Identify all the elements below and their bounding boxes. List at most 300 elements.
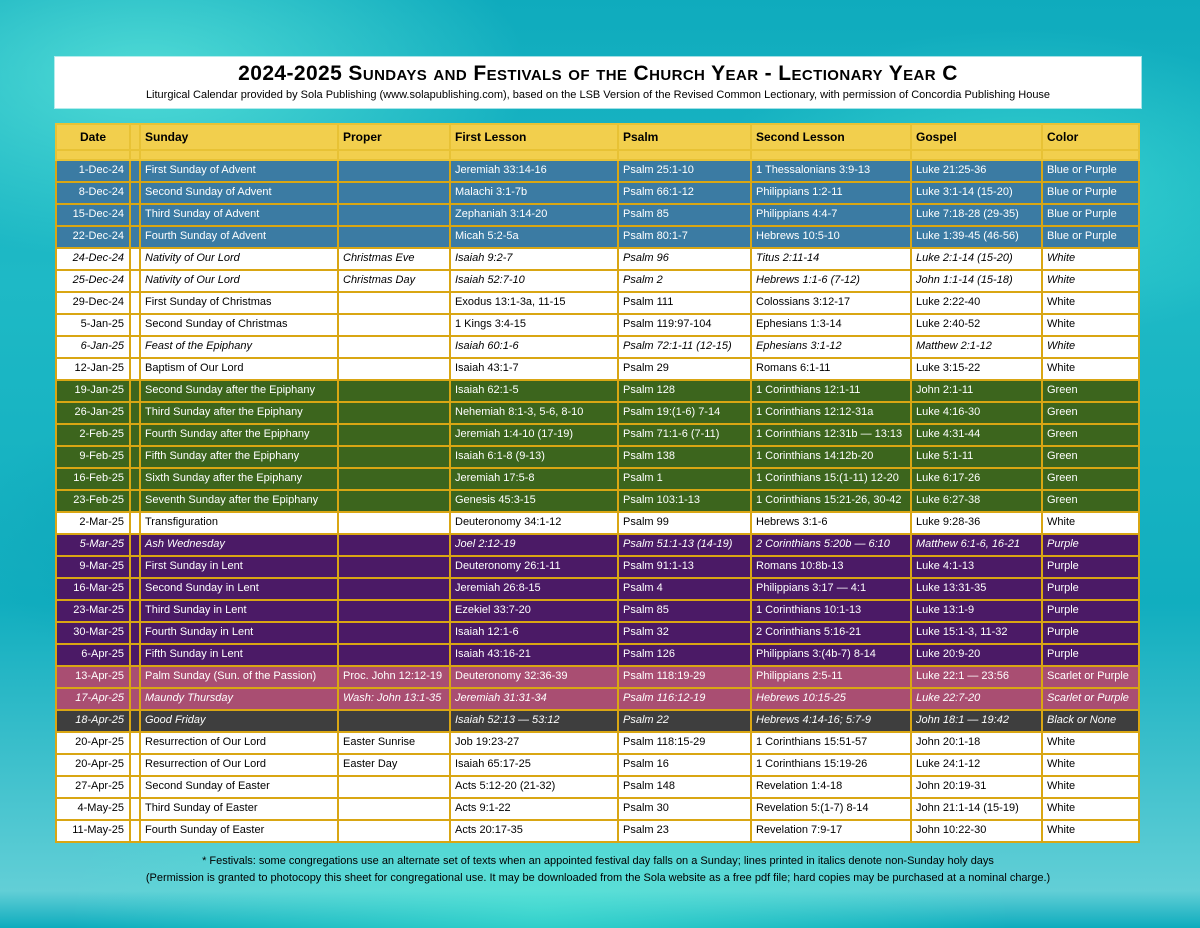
color-cell: Purple bbox=[1042, 644, 1139, 666]
color-cell: Blue or Purple bbox=[1042, 182, 1139, 204]
sunday-cell: Fourth Sunday after the Epiphany bbox=[140, 424, 338, 446]
date-cell: 23-Feb-25 bbox=[56, 490, 130, 512]
psalm-cell: Psalm 111 bbox=[618, 292, 751, 314]
sunday-cell: Maundy Thursday bbox=[140, 688, 338, 710]
title-band bbox=[55, 57, 1141, 108]
proper-cell bbox=[338, 490, 450, 512]
first-lesson-cell: Isaiah 12:1-6 bbox=[450, 622, 618, 644]
second-lesson-cell: Hebrews 4:14-16; 5:7-9 bbox=[751, 710, 911, 732]
gospel-cell: Luke 6:17-26 bbox=[911, 468, 1042, 490]
table-row bbox=[56, 776, 1139, 798]
gospel-cell: Luke 4:16-30 bbox=[911, 402, 1042, 424]
first-lesson-cell: Genesis 45:3-15 bbox=[450, 490, 618, 512]
color-cell: Black or None bbox=[1042, 710, 1139, 732]
date-cell: 15-Dec-24 bbox=[56, 204, 130, 226]
gospel-cell: Luke 13:31-35 bbox=[911, 578, 1042, 600]
proper-cell bbox=[338, 380, 450, 402]
proper-cell bbox=[338, 512, 450, 534]
psalm-cell: Psalm 16 bbox=[618, 754, 751, 776]
first-lesson-cell: Jeremiah 33:14-16 bbox=[450, 160, 618, 182]
psalm-cell: Psalm 30 bbox=[618, 798, 751, 820]
spacer-cell bbox=[130, 732, 140, 754]
color-cell: White bbox=[1042, 314, 1139, 336]
gospel-cell: John 1:1-14 (15-18) bbox=[911, 270, 1042, 292]
table-row bbox=[56, 710, 1139, 732]
psalm-cell: Psalm 96 bbox=[618, 248, 751, 270]
sunday-cell: Second Sunday in Lent bbox=[140, 578, 338, 600]
first-lesson-cell: Ezekiel 33:7-20 bbox=[450, 600, 618, 622]
gospel-cell: John 18:1 — 19:42 bbox=[911, 710, 1042, 732]
second-lesson-cell: Romans 6:1-11 bbox=[751, 358, 911, 380]
date-cell: 1-Dec-24 bbox=[56, 160, 130, 182]
column-header-first-lesson: First Lesson bbox=[450, 124, 618, 150]
sunday-cell: Second Sunday of Christmas bbox=[140, 314, 338, 336]
table-row bbox=[56, 820, 1139, 842]
date-cell: 9-Feb-25 bbox=[56, 446, 130, 468]
sunday-cell: Second Sunday of Advent bbox=[140, 182, 338, 204]
spacer-cell bbox=[130, 556, 140, 578]
second-lesson-cell: Romans 10:8b-13 bbox=[751, 556, 911, 578]
first-lesson-cell: Jeremiah 31:31-34 bbox=[450, 688, 618, 710]
gospel-cell: Luke 9:28-36 bbox=[911, 512, 1042, 534]
date-cell: 13-Apr-25 bbox=[56, 666, 130, 688]
color-cell: White bbox=[1042, 776, 1139, 798]
sunday-cell: Ash Wednesday bbox=[140, 534, 338, 556]
proper-cell bbox=[338, 182, 450, 204]
second-lesson-cell: 2 Corinthians 5:20b — 6:10 bbox=[751, 534, 911, 556]
psalm-cell: Psalm 51:1-13 (14-19) bbox=[618, 534, 751, 556]
psalm-cell: Psalm 116:12-19 bbox=[618, 688, 751, 710]
column-header-proper: Proper bbox=[338, 124, 450, 150]
table-row bbox=[56, 644, 1139, 666]
psalm-cell: Psalm 2 bbox=[618, 270, 751, 292]
second-lesson-cell: Hebrews 10:15-25 bbox=[751, 688, 911, 710]
sunday-cell: Nativity of Our Lord bbox=[140, 248, 338, 270]
spacer-cell bbox=[130, 710, 140, 732]
sunday-cell: Nativity of Our Lord bbox=[140, 270, 338, 292]
date-cell: 18-Apr-25 bbox=[56, 710, 130, 732]
first-lesson-cell: Isaiah 60:1-6 bbox=[450, 336, 618, 358]
table-row bbox=[56, 600, 1139, 622]
proper-cell bbox=[338, 710, 450, 732]
gospel-cell: Luke 15:1-3, 11-32 bbox=[911, 622, 1042, 644]
spacer-cell bbox=[130, 336, 140, 358]
sunday-cell: Palm Sunday (Sun. of the Passion) bbox=[140, 666, 338, 688]
first-lesson-cell: Isaiah 6:1-8 (9-13) bbox=[450, 446, 618, 468]
sunday-cell: Baptism of Our Lord bbox=[140, 358, 338, 380]
header-spacer-row bbox=[56, 150, 1139, 160]
second-lesson-cell: 1 Corinthians 12:31b — 13:13 bbox=[751, 424, 911, 446]
date-cell: 16-Mar-25 bbox=[56, 578, 130, 600]
psalm-cell: Psalm 1 bbox=[618, 468, 751, 490]
proper-cell bbox=[338, 468, 450, 490]
proper-cell: Christmas Eve bbox=[338, 248, 450, 270]
table-row bbox=[56, 754, 1139, 776]
first-lesson-cell: Jeremiah 1:4-10 (17-19) bbox=[450, 424, 618, 446]
table-row bbox=[56, 182, 1139, 204]
color-cell: Purple bbox=[1042, 534, 1139, 556]
header-row bbox=[56, 124, 1139, 150]
spacer-cell bbox=[130, 292, 140, 314]
spacer-cell bbox=[130, 446, 140, 468]
second-lesson-cell: Titus 2:11-14 bbox=[751, 248, 911, 270]
footnote-permission: (Permission is granted to photocopy this sheet for congregational use. It may be downloaded from the Sola website as a free pdf file; hard copies may be purchased at a nominal charge.) bbox=[145, 872, 1051, 885]
second-lesson-cell: Revelation 5:(1-7) 8-14 bbox=[751, 798, 911, 820]
proper-cell bbox=[338, 820, 450, 842]
first-lesson-cell: Isaiah 52:13 — 53:12 bbox=[450, 710, 618, 732]
sunday-cell: Sixth Sunday after the Epiphany bbox=[140, 468, 338, 490]
color-cell: White bbox=[1042, 248, 1139, 270]
gospel-cell: John 21:1-14 (15-19) bbox=[911, 798, 1042, 820]
gospel-cell: Luke 3:15-22 bbox=[911, 358, 1042, 380]
second-lesson-cell: 1 Corinthians 14:12b-20 bbox=[751, 446, 911, 468]
color-cell: Purple bbox=[1042, 556, 1139, 578]
date-cell: 20-Apr-25 bbox=[56, 754, 130, 776]
sunday-cell: First Sunday of Advent bbox=[140, 160, 338, 182]
gospel-cell: Luke 20:9-20 bbox=[911, 644, 1042, 666]
proper-cell bbox=[338, 556, 450, 578]
gospel-cell: Luke 2:22-40 bbox=[911, 292, 1042, 314]
gospel-cell: Luke 22:7-20 bbox=[911, 688, 1042, 710]
date-cell: 30-Mar-25 bbox=[56, 622, 130, 644]
date-cell: 20-Apr-25 bbox=[56, 732, 130, 754]
second-lesson-cell: 1 Corinthians 15:51-57 bbox=[751, 732, 911, 754]
spacer-cell bbox=[130, 226, 140, 248]
second-lesson-cell: Philippians 4:4-7 bbox=[751, 204, 911, 226]
column-header-gospel: Gospel bbox=[911, 124, 1042, 150]
spacer-cell bbox=[130, 534, 140, 556]
second-lesson-cell: Ephesians 1:3-14 bbox=[751, 314, 911, 336]
gospel-cell: John 2:1-11 bbox=[911, 380, 1042, 402]
page-title: 2024-2025 Sundays and Festivals of the Church Year - Lectionary Year C bbox=[238, 62, 958, 85]
table-row bbox=[56, 534, 1139, 556]
date-cell: 26-Jan-25 bbox=[56, 402, 130, 424]
date-cell: 12-Jan-25 bbox=[56, 358, 130, 380]
sunday-cell: Transfiguration bbox=[140, 512, 338, 534]
color-cell: Blue or Purple bbox=[1042, 226, 1139, 248]
psalm-cell: Psalm 99 bbox=[618, 512, 751, 534]
first-lesson-cell: Job 19:23-27 bbox=[450, 732, 618, 754]
proper-cell bbox=[338, 292, 450, 314]
sunday-cell: Third Sunday of Easter bbox=[140, 798, 338, 820]
second-lesson-cell: Colossians 3:12-17 bbox=[751, 292, 911, 314]
proper-cell bbox=[338, 600, 450, 622]
spacer-cell bbox=[130, 314, 140, 336]
proper-cell bbox=[338, 314, 450, 336]
spacer-cell bbox=[130, 578, 140, 600]
first-lesson-cell: Micah 5:2-5a bbox=[450, 226, 618, 248]
psalm-cell: Psalm 66:1-12 bbox=[618, 182, 751, 204]
spacer-cell bbox=[130, 424, 140, 446]
second-lesson-cell: Hebrews 10:5-10 bbox=[751, 226, 911, 248]
proper-cell: Easter Sunrise bbox=[338, 732, 450, 754]
second-lesson-cell: 1 Corinthians 12:1-11 bbox=[751, 380, 911, 402]
date-cell: 2-Mar-25 bbox=[56, 512, 130, 534]
table-row bbox=[56, 270, 1139, 292]
table-row bbox=[56, 160, 1139, 182]
psalm-cell: Psalm 118:19-29 bbox=[618, 666, 751, 688]
spacer-cell bbox=[130, 688, 140, 710]
second-lesson-cell: Hebrews 3:1-6 bbox=[751, 512, 911, 534]
proper-cell: Christmas Day bbox=[338, 270, 450, 292]
table-row bbox=[56, 490, 1139, 512]
column-header-psalm: Psalm bbox=[618, 124, 751, 150]
sunday-cell: First Sunday of Christmas bbox=[140, 292, 338, 314]
table-row bbox=[56, 402, 1139, 424]
psalm-cell: Psalm 29 bbox=[618, 358, 751, 380]
gospel-cell: Luke 21:25-36 bbox=[911, 160, 1042, 182]
second-lesson-cell: Philippians 3:(4b-7) 8-14 bbox=[751, 644, 911, 666]
color-cell: Green bbox=[1042, 402, 1139, 424]
psalm-cell: Psalm 103:1-13 bbox=[618, 490, 751, 512]
page-subtitle: Liturgical Calendar provided by Sola Publishing (www.solapublishing.com), based on the LSB Version of the Revised Common Lectionary, with permission of Concordia Publishing House bbox=[145, 89, 1051, 102]
proper-cell bbox=[338, 160, 450, 182]
table-row bbox=[56, 358, 1139, 380]
sunday-cell: Fifth Sunday in Lent bbox=[140, 644, 338, 666]
first-lesson-cell: Deuteronomy 32:36-39 bbox=[450, 666, 618, 688]
table-row bbox=[56, 512, 1139, 534]
proper-cell bbox=[338, 798, 450, 820]
date-cell: 25-Dec-24 bbox=[56, 270, 130, 292]
gospel-cell: John 20:1-18 bbox=[911, 732, 1042, 754]
date-cell: 5-Jan-25 bbox=[56, 314, 130, 336]
spacer-cell bbox=[130, 182, 140, 204]
table-row bbox=[56, 424, 1139, 446]
color-cell: Purple bbox=[1042, 578, 1139, 600]
spacer-cell bbox=[130, 666, 140, 688]
sunday-cell: Fourth Sunday of Easter bbox=[140, 820, 338, 842]
proper-cell bbox=[338, 776, 450, 798]
second-lesson-cell: Philippians 2:5-11 bbox=[751, 666, 911, 688]
spacer-cell bbox=[130, 776, 140, 798]
color-cell: Green bbox=[1042, 424, 1139, 446]
first-lesson-cell: Jeremiah 26:8-15 bbox=[450, 578, 618, 600]
first-lesson-cell: Isaiah 9:2-7 bbox=[450, 248, 618, 270]
second-lesson-cell: Hebrews 1:1-6 (7-12) bbox=[751, 270, 911, 292]
proper-cell: Wash: John 13:1-35 bbox=[338, 688, 450, 710]
spacer-cell bbox=[130, 468, 140, 490]
psalm-cell: Psalm 148 bbox=[618, 776, 751, 798]
gospel-cell: Luke 5:1-11 bbox=[911, 446, 1042, 468]
table-row bbox=[56, 798, 1139, 820]
date-cell: 29-Dec-24 bbox=[56, 292, 130, 314]
gospel-cell: Matthew 6:1-6, 16-21 bbox=[911, 534, 1042, 556]
second-lesson-cell: Philippians 3:17 — 4:1 bbox=[751, 578, 911, 600]
gospel-cell: Luke 7:18-28 (29-35) bbox=[911, 204, 1042, 226]
second-lesson-cell: 1 Corinthians 10:1-13 bbox=[751, 600, 911, 622]
header-spacer-cell bbox=[130, 124, 140, 150]
first-lesson-cell: Isaiah 52:7-10 bbox=[450, 270, 618, 292]
table-row bbox=[56, 468, 1139, 490]
date-cell: 2-Feb-25 bbox=[56, 424, 130, 446]
psalm-cell: Psalm 85 bbox=[618, 600, 751, 622]
calendar-table bbox=[55, 123, 1140, 843]
second-lesson-cell: Philippians 1:2-11 bbox=[751, 182, 911, 204]
first-lesson-cell: Deuteronomy 26:1-11 bbox=[450, 556, 618, 578]
color-cell: Scarlet or Purple bbox=[1042, 688, 1139, 710]
spacer-cell bbox=[130, 754, 140, 776]
first-lesson-cell: Acts 5:12-20 (21-32) bbox=[450, 776, 618, 798]
proper-cell bbox=[338, 534, 450, 556]
table-row bbox=[56, 248, 1139, 270]
spacer-cell bbox=[130, 358, 140, 380]
first-lesson-cell: Acts 9:1-22 bbox=[450, 798, 618, 820]
sunday-cell: Feast of the Epiphany bbox=[140, 336, 338, 358]
color-cell: Purple bbox=[1042, 600, 1139, 622]
second-lesson-cell: 1 Corinthians 15:21-26, 30-42 bbox=[751, 490, 911, 512]
psalm-cell: Psalm 126 bbox=[618, 644, 751, 666]
date-cell: 22-Dec-24 bbox=[56, 226, 130, 248]
second-lesson-cell: Revelation 7:9-17 bbox=[751, 820, 911, 842]
psalm-cell: Psalm 138 bbox=[618, 446, 751, 468]
table-row bbox=[56, 578, 1139, 600]
psalm-cell: Psalm 91:1-13 bbox=[618, 556, 751, 578]
second-lesson-cell: 1 Corinthians 15:(1-11) 12-20 bbox=[751, 468, 911, 490]
proper-cell bbox=[338, 578, 450, 600]
column-header-second-lesson: Second Lesson bbox=[751, 124, 911, 150]
gospel-cell: Luke 2:1-14 (15-20) bbox=[911, 248, 1042, 270]
color-cell: Green bbox=[1042, 446, 1139, 468]
sunday-cell: Fifth Sunday after the Epiphany bbox=[140, 446, 338, 468]
table-row bbox=[56, 666, 1139, 688]
proper-cell bbox=[338, 424, 450, 446]
sunday-cell: Second Sunday of Easter bbox=[140, 776, 338, 798]
first-lesson-cell: Deuteronomy 34:1-12 bbox=[450, 512, 618, 534]
color-cell: White bbox=[1042, 358, 1139, 380]
color-cell: Green bbox=[1042, 468, 1139, 490]
footnotes bbox=[55, 853, 1141, 887]
psalm-cell: Psalm 4 bbox=[618, 578, 751, 600]
color-cell: Scarlet or Purple bbox=[1042, 666, 1139, 688]
psalm-cell: Psalm 118:15-29 bbox=[618, 732, 751, 754]
color-cell: Blue or Purple bbox=[1042, 204, 1139, 226]
gospel-cell: Luke 4:1-13 bbox=[911, 556, 1042, 578]
color-cell: White bbox=[1042, 512, 1139, 534]
date-cell: 6-Jan-25 bbox=[56, 336, 130, 358]
footnote-festivals: * Festivals: some congregations use an alternate set of texts when an appointed festival day falls on a Sunday; lines printed in italics denote non-Sunday holy days bbox=[202, 855, 994, 868]
proper-cell bbox=[338, 204, 450, 226]
gospel-cell: Luke 6:27-38 bbox=[911, 490, 1042, 512]
psalm-cell: Psalm 22 bbox=[618, 710, 751, 732]
color-cell: White bbox=[1042, 754, 1139, 776]
spacer-cell bbox=[130, 248, 140, 270]
proper-cell bbox=[338, 226, 450, 248]
psalm-cell: Psalm 80:1-7 bbox=[618, 226, 751, 248]
spacer-cell bbox=[130, 644, 140, 666]
first-lesson-cell: Exodus 13:1-3a, 11-15 bbox=[450, 292, 618, 314]
table-row bbox=[56, 226, 1139, 248]
date-cell: 11-May-25 bbox=[56, 820, 130, 842]
gospel-cell: Luke 22:1 — 23:56 bbox=[911, 666, 1042, 688]
date-cell: 17-Apr-25 bbox=[56, 688, 130, 710]
first-lesson-cell: Acts 20:17-35 bbox=[450, 820, 618, 842]
psalm-cell: Psalm 85 bbox=[618, 204, 751, 226]
table-header bbox=[56, 124, 1139, 160]
gospel-cell: Luke 1:39-45 (46-56) bbox=[911, 226, 1042, 248]
sunday-cell: Second Sunday after the Epiphany bbox=[140, 380, 338, 402]
color-cell: White bbox=[1042, 798, 1139, 820]
first-lesson-cell: Isaiah 43:16-21 bbox=[450, 644, 618, 666]
spacer-cell bbox=[130, 622, 140, 644]
color-cell: White bbox=[1042, 270, 1139, 292]
spacer-cell bbox=[130, 490, 140, 512]
table-row bbox=[56, 622, 1139, 644]
date-cell: 23-Mar-25 bbox=[56, 600, 130, 622]
color-cell: White bbox=[1042, 292, 1139, 314]
color-cell: Green bbox=[1042, 490, 1139, 512]
first-lesson-cell: Isaiah 43:1-7 bbox=[450, 358, 618, 380]
sunday-cell: Resurrection of Our Lord bbox=[140, 754, 338, 776]
proper-cell: Proc. John 12:12-19 bbox=[338, 666, 450, 688]
date-cell: 24-Dec-24 bbox=[56, 248, 130, 270]
column-header-date: Date bbox=[56, 124, 130, 150]
gospel-cell: John 10:22-30 bbox=[911, 820, 1042, 842]
proper-cell bbox=[338, 358, 450, 380]
date-cell: 19-Jan-25 bbox=[56, 380, 130, 402]
column-header-sunday: Sunday bbox=[140, 124, 338, 150]
psalm-cell: Psalm 32 bbox=[618, 622, 751, 644]
date-cell: 16-Feb-25 bbox=[56, 468, 130, 490]
psalm-cell: Psalm 23 bbox=[618, 820, 751, 842]
gospel-cell: Luke 3:1-14 (15-20) bbox=[911, 182, 1042, 204]
table-row bbox=[56, 336, 1139, 358]
psalm-cell: Psalm 128 bbox=[618, 380, 751, 402]
sunday-cell: Good Friday bbox=[140, 710, 338, 732]
psalm-cell: Psalm 25:1-10 bbox=[618, 160, 751, 182]
color-cell: Purple bbox=[1042, 622, 1139, 644]
second-lesson-cell: 1 Corinthians 12:12-31a bbox=[751, 402, 911, 424]
column-header-color: Color bbox=[1042, 124, 1139, 150]
first-lesson-cell: Zephaniah 3:14-20 bbox=[450, 204, 618, 226]
spacer-cell bbox=[130, 600, 140, 622]
color-cell: White bbox=[1042, 336, 1139, 358]
sunday-cell: Fourth Sunday of Advent bbox=[140, 226, 338, 248]
spacer-cell bbox=[130, 402, 140, 424]
second-lesson-cell: 1 Thessalonians 3:9-13 bbox=[751, 160, 911, 182]
spacer-cell bbox=[130, 512, 140, 534]
first-lesson-cell: Isaiah 65:17-25 bbox=[450, 754, 618, 776]
color-cell: Blue or Purple bbox=[1042, 160, 1139, 182]
sunday-cell: Seventh Sunday after the Epiphany bbox=[140, 490, 338, 512]
sunday-cell: Resurrection of Our Lord bbox=[140, 732, 338, 754]
first-lesson-cell: 1 Kings 3:4-15 bbox=[450, 314, 618, 336]
psalm-cell: Psalm 72:1-11 (12-15) bbox=[618, 336, 751, 358]
first-lesson-cell: Isaiah 62:1-5 bbox=[450, 380, 618, 402]
spacer-cell bbox=[130, 270, 140, 292]
gospel-cell: Luke 24:1-12 bbox=[911, 754, 1042, 776]
psalm-cell: Psalm 19:(1-6) 7-14 bbox=[618, 402, 751, 424]
spacer-cell bbox=[130, 798, 140, 820]
psalm-cell: Psalm 119:97-104 bbox=[618, 314, 751, 336]
first-lesson-cell: Jeremiah 17:5-8 bbox=[450, 468, 618, 490]
date-cell: 27-Apr-25 bbox=[56, 776, 130, 798]
sunday-cell: First Sunday in Lent bbox=[140, 556, 338, 578]
date-cell: 5-Mar-25 bbox=[56, 534, 130, 556]
color-cell: Green bbox=[1042, 380, 1139, 402]
table-row bbox=[56, 732, 1139, 754]
sunday-cell: Third Sunday in Lent bbox=[140, 600, 338, 622]
table-row bbox=[56, 204, 1139, 226]
sunday-cell: Fourth Sunday in Lent bbox=[140, 622, 338, 644]
first-lesson-cell: Joel 2:12-19 bbox=[450, 534, 618, 556]
table-row bbox=[56, 446, 1139, 468]
gospel-cell: Luke 4:31-44 bbox=[911, 424, 1042, 446]
spacer-cell bbox=[130, 380, 140, 402]
spacer-cell bbox=[130, 204, 140, 226]
gospel-cell: Luke 2:40-52 bbox=[911, 314, 1042, 336]
proper-cell bbox=[338, 446, 450, 468]
table-row bbox=[56, 688, 1139, 710]
